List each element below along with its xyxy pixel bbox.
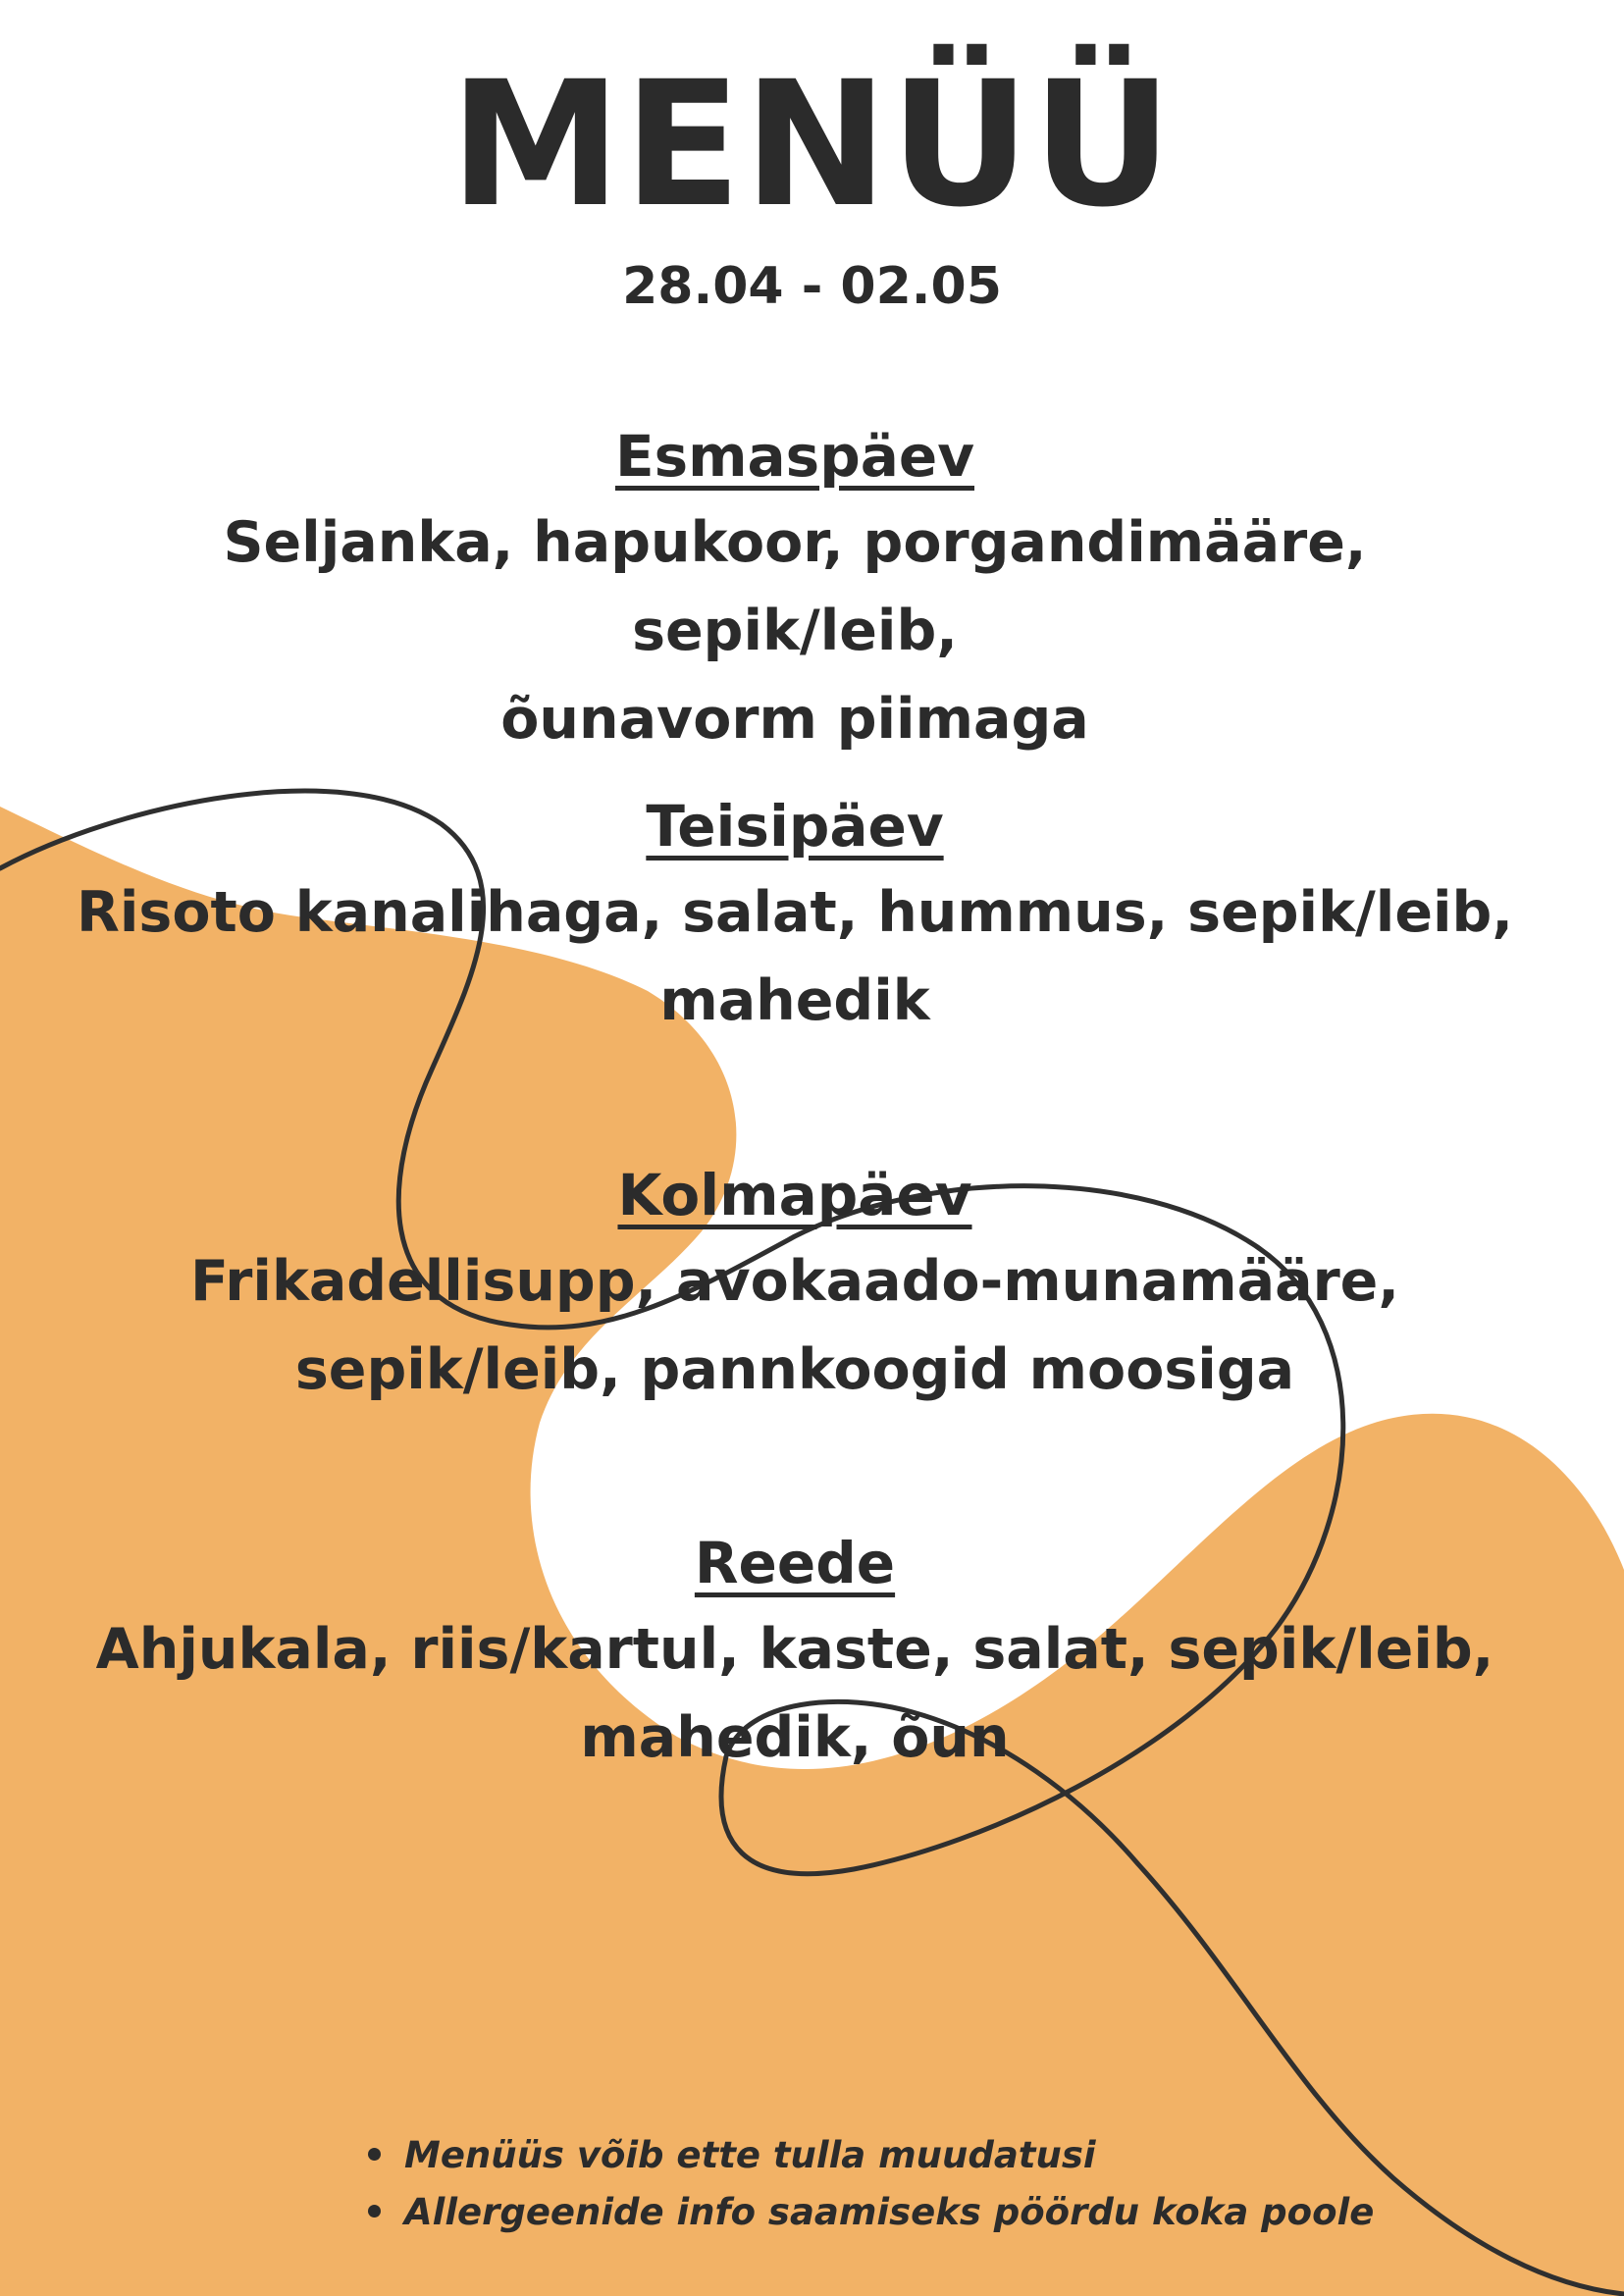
day-heading-friday: Reede <box>694 1530 896 1596</box>
dish-line: sepik/leib, pannkoogid moosiga <box>294 1337 1295 1403</box>
day-heading-monday: Esmaspäev <box>614 423 975 490</box>
day-section-friday <box>59 1524 1531 1782</box>
note-text: Allergeenide info saamiseks pöördu koka poole <box>404 2191 1375 2233</box>
menu-date-range: 28.04 - 02.05 <box>622 257 1002 316</box>
day-section-monday <box>59 417 1531 763</box>
menu-title: MENÜÜ <box>449 44 1175 245</box>
bullet-icon <box>368 2148 381 2161</box>
dish-line: mahedik, õun <box>580 1705 1010 1771</box>
note-text: Menüüs võib ette tulla muudatusi <box>404 2134 1096 2176</box>
dish-line: mahedik <box>659 968 930 1034</box>
day-section-tuesday <box>59 787 1531 1045</box>
menu-notes-list <box>368 2127 1374 2241</box>
dish-line: Frikadellisupp, avokaado-munamääre, <box>190 1249 1399 1315</box>
dish-line: Seljanka, hapukoor, porgandimääre, sepik/leib, <box>223 510 1367 664</box>
dish-line: Ahjukala, riis/kartul, kaste, salat, sepik/leib, <box>95 1617 1494 1683</box>
day-dishes-friday <box>59 1605 1531 1782</box>
bullet-icon <box>368 2205 381 2218</box>
day-dishes-wednesday <box>59 1237 1531 1414</box>
day-heading-wednesday: Kolmapäev <box>617 1162 972 1228</box>
note-item <box>368 2184 1374 2241</box>
day-dishes-monday <box>59 498 1531 763</box>
note-item <box>368 2127 1374 2184</box>
dish-line: õunavorm piimaga <box>500 687 1089 753</box>
day-section-wednesday <box>59 1156 1531 1414</box>
day-dishes-tuesday <box>59 868 1531 1045</box>
dish-line: Risoto kanalihaga, salat, hummus, sepik/leib, <box>77 880 1513 946</box>
day-heading-tuesday: Teisipäev <box>646 793 944 860</box>
